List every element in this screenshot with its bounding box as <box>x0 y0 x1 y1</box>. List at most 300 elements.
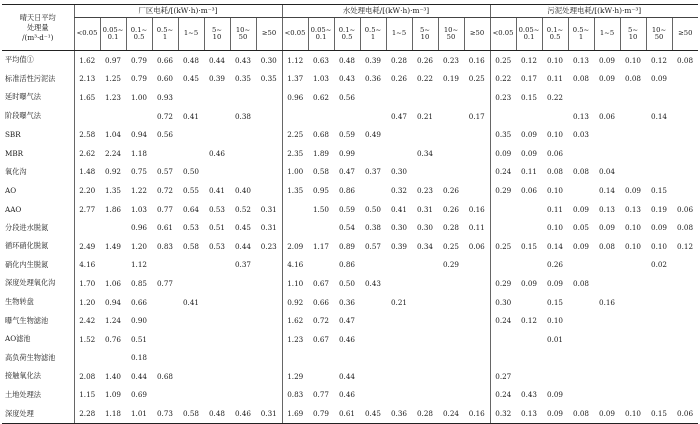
range-header-part: 1 <box>578 33 584 41</box>
value-cell: 0.19 <box>442 74 459 84</box>
value-cell: 0.25 <box>442 241 459 251</box>
value-cell <box>490 256 516 275</box>
value-cell: 1.50 <box>312 204 329 214</box>
value-cell: 0.44 <box>208 55 225 65</box>
table-row <box>2 404 698 423</box>
value-cell: 1.37 <box>282 70 308 89</box>
value-cell <box>646 125 672 144</box>
range-header-part: 5~ <box>628 25 639 34</box>
value-cell: 0.25 <box>468 74 485 84</box>
value-cell <box>230 88 256 107</box>
value-cell: 0.10 <box>651 241 668 251</box>
value-cell: 0.23 <box>416 185 433 195</box>
value-cell: 0.46 <box>338 334 355 344</box>
value-cell: 0.09 <box>651 74 668 84</box>
value-cell: 0.13 <box>573 111 590 121</box>
value-cell: 0.45 <box>234 223 251 233</box>
value-cell: 0.10 <box>625 223 642 233</box>
value-cell: 0.52 <box>234 204 251 214</box>
value-cell: 0.28 <box>390 55 407 65</box>
value-cell: 0.30 <box>416 223 433 233</box>
range-header-part: 0.5~ <box>572 25 590 34</box>
value-cell <box>152 386 178 405</box>
value-cell: 0.37 <box>364 167 381 177</box>
value-cell: 0.86 <box>338 185 355 195</box>
process-name: 高负荷生物滤池 <box>5 352 56 362</box>
value-cell: 2.77 <box>74 200 100 219</box>
value-cell: 0.94 <box>104 297 121 307</box>
range-header-part: 0.1 <box>523 33 535 41</box>
value-cell: 0.48 <box>182 55 199 65</box>
value-cell <box>204 386 230 405</box>
value-cell: 0.99 <box>338 148 355 158</box>
value-cell: 0.21 <box>416 111 433 121</box>
value-cell <box>646 311 672 330</box>
value-cell <box>672 70 698 89</box>
value-cell <box>256 330 282 349</box>
value-cell: 0.09 <box>542 404 568 423</box>
value-cell: 0.72 <box>156 111 173 121</box>
value-cell <box>386 349 412 368</box>
value-cell: 0.15 <box>521 92 538 102</box>
value-cell: 2.20 <box>74 181 100 200</box>
value-cell <box>386 386 412 405</box>
value-cell: 1.40 <box>104 371 121 381</box>
value-cell <box>334 107 360 126</box>
value-cell: 0.89 <box>338 241 355 251</box>
value-cell: 0.67 <box>312 278 329 288</box>
process-name: 深度处理 <box>2 404 74 423</box>
value-cell <box>620 293 646 312</box>
value-cell <box>152 311 178 330</box>
value-cell: 0.26 <box>442 185 459 195</box>
value-cell <box>360 144 386 163</box>
value-cell: 0.79 <box>130 55 147 65</box>
table-row <box>2 330 698 349</box>
value-cell <box>490 200 516 219</box>
table-row <box>2 349 698 368</box>
value-cell <box>672 163 698 182</box>
process-name: MBR <box>5 148 24 158</box>
process-name: AAO <box>5 204 22 214</box>
value-cell: 0.53 <box>208 241 225 251</box>
value-cell <box>256 181 282 200</box>
value-cell <box>568 144 594 163</box>
value-cell: 0.10 <box>547 223 564 233</box>
range-header-part: 1~5 <box>183 29 199 38</box>
value-cell <box>464 386 490 405</box>
range-header-part: 10 <box>212 33 222 41</box>
value-cell <box>360 330 386 349</box>
value-cell: 0.23 <box>260 241 277 251</box>
value-cell <box>256 88 282 107</box>
range-header-part: 0.05~ <box>102 25 124 34</box>
value-cell: 0.39 <box>208 74 225 84</box>
value-cell <box>308 256 334 275</box>
value-cell: 1.15 <box>74 386 100 405</box>
value-cell: 0.85 <box>130 278 147 288</box>
value-cell: 0.35 <box>490 125 516 144</box>
value-cell <box>308 218 334 237</box>
value-cell <box>516 293 542 312</box>
value-cell <box>152 256 178 275</box>
value-cell: 1.06 <box>104 278 121 288</box>
value-cell: 0.30 <box>390 223 407 233</box>
value-cell: 0.09 <box>547 390 564 400</box>
value-cell <box>386 330 412 349</box>
value-cell: 0.57 <box>364 241 381 251</box>
row-header-line: 晴天日平均 <box>19 12 56 22</box>
value-cell: 0.38 <box>234 111 251 121</box>
value-cell: 0.16 <box>468 204 485 214</box>
value-cell: 0.09 <box>521 278 538 288</box>
table-row <box>2 367 698 386</box>
value-cell <box>594 256 620 275</box>
value-cell <box>646 367 672 386</box>
value-cell: 0.06 <box>677 204 694 214</box>
value-cell <box>412 386 438 405</box>
table-row <box>2 386 698 405</box>
value-cell: 0.77 <box>156 278 173 288</box>
value-cell: 0.59 <box>338 130 355 140</box>
value-cell: 0.93 <box>156 92 173 102</box>
value-cell <box>360 293 386 312</box>
value-cell: 0.04 <box>599 167 616 177</box>
value-cell: 0.50 <box>182 167 199 177</box>
value-cell: 0.31 <box>256 404 282 423</box>
process-name: 阶段曝气法 <box>5 111 41 121</box>
value-cell <box>386 311 412 330</box>
value-cell <box>178 274 204 293</box>
value-cell <box>256 274 282 293</box>
value-cell <box>256 311 282 330</box>
value-cell <box>256 144 282 163</box>
value-cell <box>74 218 100 237</box>
value-cell: 1.89 <box>312 148 329 158</box>
value-cell <box>594 311 620 330</box>
value-cell: 0.97 <box>104 55 121 65</box>
value-cell: 0.12 <box>521 316 538 326</box>
value-cell: 0.44 <box>130 371 147 381</box>
value-cell: 0.49 <box>364 130 381 140</box>
value-cell: 0.47 <box>338 316 355 326</box>
value-cell <box>204 367 230 386</box>
value-cell <box>672 367 698 386</box>
value-cell: 0.31 <box>416 204 433 214</box>
range-header <box>74 18 100 51</box>
value-cell: 0.51 <box>208 223 225 233</box>
value-cell <box>620 330 646 349</box>
process-name: 延时曝气法 <box>5 92 41 102</box>
process-name: 接触氧化法 <box>5 371 41 381</box>
value-cell: 1.12 <box>282 51 308 70</box>
value-cell: 0.86 <box>338 260 355 270</box>
value-cell <box>412 330 438 349</box>
value-cell: 0.06 <box>521 185 538 195</box>
value-cell <box>672 349 698 368</box>
value-cell: 0.46 <box>208 148 225 158</box>
value-cell <box>360 349 386 368</box>
range-header-part: 0.05~ <box>310 25 332 34</box>
value-cell <box>516 200 542 219</box>
value-cell: 0.28 <box>412 404 438 423</box>
value-cell: 0.22 <box>416 74 433 84</box>
value-cell <box>672 181 698 200</box>
value-cell: 0.16 <box>464 404 490 423</box>
value-cell <box>230 330 256 349</box>
value-cell <box>256 386 282 405</box>
value-cell <box>594 386 620 405</box>
value-cell: 0.58 <box>312 167 329 177</box>
value-cell <box>256 163 282 182</box>
value-cell: 1.35 <box>282 181 308 200</box>
range-header <box>256 18 282 51</box>
value-cell: 0.56 <box>338 92 355 102</box>
process-name: AO <box>5 185 17 195</box>
range-header <box>672 18 698 51</box>
value-cell <box>516 256 542 275</box>
value-cell <box>282 200 308 219</box>
value-cell: 0.13 <box>573 55 590 65</box>
value-cell <box>230 144 256 163</box>
value-cell <box>178 311 204 330</box>
value-cell: 0.08 <box>677 55 694 65</box>
value-cell: 0.25 <box>490 51 516 70</box>
value-cell <box>438 367 464 386</box>
value-cell: 0.63 <box>312 55 329 65</box>
value-cell: 0.48 <box>338 55 355 65</box>
value-cell: 2.49 <box>74 237 100 256</box>
value-cell: 1.18 <box>100 404 126 423</box>
value-cell <box>464 349 490 368</box>
process-name: 曝气生物滤池 <box>5 315 49 325</box>
process-name: 平均值① <box>5 55 34 65</box>
value-cell: 0.54 <box>338 223 355 233</box>
value-cell <box>646 144 672 163</box>
value-cell: 0.66 <box>312 297 329 307</box>
value-cell <box>646 163 672 182</box>
value-cell: 0.15 <box>651 185 668 195</box>
process-name: 分段进水脱氮 <box>5 222 49 232</box>
value-cell: 2.13 <box>74 70 100 89</box>
range-header <box>464 18 490 51</box>
value-cell: 0.41 <box>390 204 407 214</box>
range-header-part: 0.5 <box>341 33 353 41</box>
value-cell <box>568 349 594 368</box>
value-cell <box>230 311 256 330</box>
value-cell: 0.68 <box>156 371 173 381</box>
value-cell <box>282 218 308 237</box>
table-row <box>2 125 698 144</box>
range-header-part: 10~ <box>651 25 667 34</box>
process-name: 土地处理法 <box>5 389 41 399</box>
range-header <box>282 18 308 51</box>
value-cell <box>256 256 282 275</box>
value-cell <box>74 349 100 368</box>
value-cell <box>230 293 256 312</box>
value-cell <box>204 163 230 182</box>
value-cell: 0.94 <box>130 130 147 140</box>
value-cell <box>438 386 464 405</box>
value-cell: 0.95 <box>312 185 329 195</box>
value-cell <box>672 88 698 107</box>
value-cell <box>438 330 464 349</box>
value-cell <box>230 386 256 405</box>
value-cell: 0.47 <box>338 167 355 177</box>
value-cell <box>178 125 204 144</box>
value-cell <box>204 125 230 144</box>
value-cell: 2.35 <box>282 144 308 163</box>
value-cell <box>620 107 646 126</box>
value-cell: 0.09 <box>521 148 538 158</box>
value-cell: 0.58 <box>178 404 204 423</box>
range-header <box>568 18 594 51</box>
value-cell <box>74 107 100 126</box>
value-cell <box>568 330 594 349</box>
value-cell <box>230 274 256 293</box>
process-name: 硝化内生脱氮 <box>5 259 49 269</box>
value-cell: 0.23 <box>490 88 516 107</box>
range-header-part: 50 <box>654 33 664 41</box>
value-cell <box>256 107 282 126</box>
range-header-part: 0.1~ <box>546 25 564 34</box>
value-cell: 0.51 <box>130 334 147 344</box>
value-cell <box>308 107 334 126</box>
range-header-part: 10~ <box>235 25 251 34</box>
value-cell: 0.43 <box>521 390 538 400</box>
range-header-part: 0.1 <box>315 33 327 41</box>
value-cell: 4.16 <box>282 256 308 275</box>
value-cell: 0.61 <box>156 223 173 233</box>
value-cell: 0.26 <box>390 74 407 84</box>
value-cell: 0.31 <box>260 223 277 233</box>
value-cell: 1.09 <box>104 390 121 400</box>
range-header <box>360 18 386 51</box>
range-header-part: 50 <box>238 33 248 41</box>
value-cell <box>204 330 230 349</box>
table-row <box>2 107 698 126</box>
value-cell <box>360 367 386 386</box>
value-cell: 0.08 <box>547 167 564 177</box>
value-cell <box>516 218 542 237</box>
value-cell <box>438 293 464 312</box>
value-cell <box>490 107 516 126</box>
value-cell: 0.02 <box>651 260 668 270</box>
value-cell: 0.06 <box>468 241 485 251</box>
value-cell: 0.46 <box>230 404 256 423</box>
value-cell <box>204 88 230 107</box>
value-cell: 0.39 <box>390 241 407 251</box>
value-cell <box>594 125 620 144</box>
value-cell <box>386 125 412 144</box>
value-cell <box>282 349 308 368</box>
value-cell: 0.69 <box>130 390 147 400</box>
value-cell: 0.10 <box>620 404 646 423</box>
value-cell: 0.45 <box>360 404 386 423</box>
value-cell <box>230 367 256 386</box>
value-cell: 0.68 <box>312 130 329 140</box>
value-cell <box>360 386 386 405</box>
value-cell: 0.08 <box>573 167 590 177</box>
value-cell <box>360 181 386 200</box>
value-cell <box>152 293 178 312</box>
range-header-part: 0.5~ <box>156 25 174 34</box>
value-cell: 1.00 <box>130 92 147 102</box>
value-cell: 0.32 <box>490 404 516 423</box>
range-header-part: 5~ <box>419 25 431 34</box>
value-cell: 1.01 <box>126 404 152 423</box>
value-cell: 0.41 <box>208 185 225 195</box>
table-row <box>2 181 698 200</box>
value-cell: 0.90 <box>130 316 147 326</box>
range-header <box>204 18 230 51</box>
range-header-part: 0.5 <box>133 33 145 41</box>
value-cell <box>334 349 360 368</box>
value-cell <box>672 107 698 126</box>
value-cell <box>646 293 672 312</box>
value-cell <box>464 125 490 144</box>
value-cell <box>438 274 464 293</box>
value-cell <box>620 386 646 405</box>
value-cell: 0.08 <box>599 241 616 251</box>
value-cell: 0.08 <box>625 74 642 84</box>
value-cell: 0.56 <box>156 130 173 140</box>
value-cell <box>672 256 698 275</box>
value-cell: 0.38 <box>364 223 381 233</box>
value-cell <box>412 256 438 275</box>
value-cell: 0.03 <box>573 130 590 140</box>
value-cell: 2.58 <box>74 125 100 144</box>
table-row <box>2 200 698 219</box>
value-cell <box>620 125 646 144</box>
value-cell: 1.24 <box>104 316 121 326</box>
value-cell: 4.16 <box>74 256 100 275</box>
value-cell: 0.57 <box>156 167 173 177</box>
value-cell: 0.29 <box>490 274 516 293</box>
value-cell: 0.10 <box>625 55 642 65</box>
value-cell <box>438 88 464 107</box>
value-cell: 0.10 <box>547 185 564 195</box>
value-cell <box>568 386 594 405</box>
value-cell <box>464 274 490 293</box>
value-cell <box>672 144 698 163</box>
value-cell: 1.48 <box>74 163 100 182</box>
value-cell: 0.13 <box>625 204 642 214</box>
value-cell <box>204 293 230 312</box>
value-cell: 0.09 <box>490 144 516 163</box>
value-cell: 0.79 <box>308 404 334 423</box>
value-cell <box>464 367 490 386</box>
value-cell <box>178 88 204 107</box>
value-cell: 0.16 <box>468 55 485 65</box>
value-cell <box>646 349 672 368</box>
value-cell <box>672 274 698 293</box>
value-cell: 1.03 <box>130 204 147 214</box>
value-cell: 0.40 <box>234 185 251 195</box>
value-cell: 0.11 <box>468 223 485 233</box>
range-header <box>646 18 672 51</box>
value-cell <box>568 181 594 200</box>
value-cell <box>256 367 282 386</box>
value-cell: 0.96 <box>130 223 147 233</box>
value-cell: 0.11 <box>547 204 564 214</box>
value-cell <box>412 293 438 312</box>
value-cell: 0.60 <box>156 74 173 84</box>
process-name: 生物转盘 <box>5 297 34 307</box>
value-cell <box>204 256 230 275</box>
value-cell: 0.64 <box>182 204 199 214</box>
value-cell: 0.14 <box>651 111 668 121</box>
